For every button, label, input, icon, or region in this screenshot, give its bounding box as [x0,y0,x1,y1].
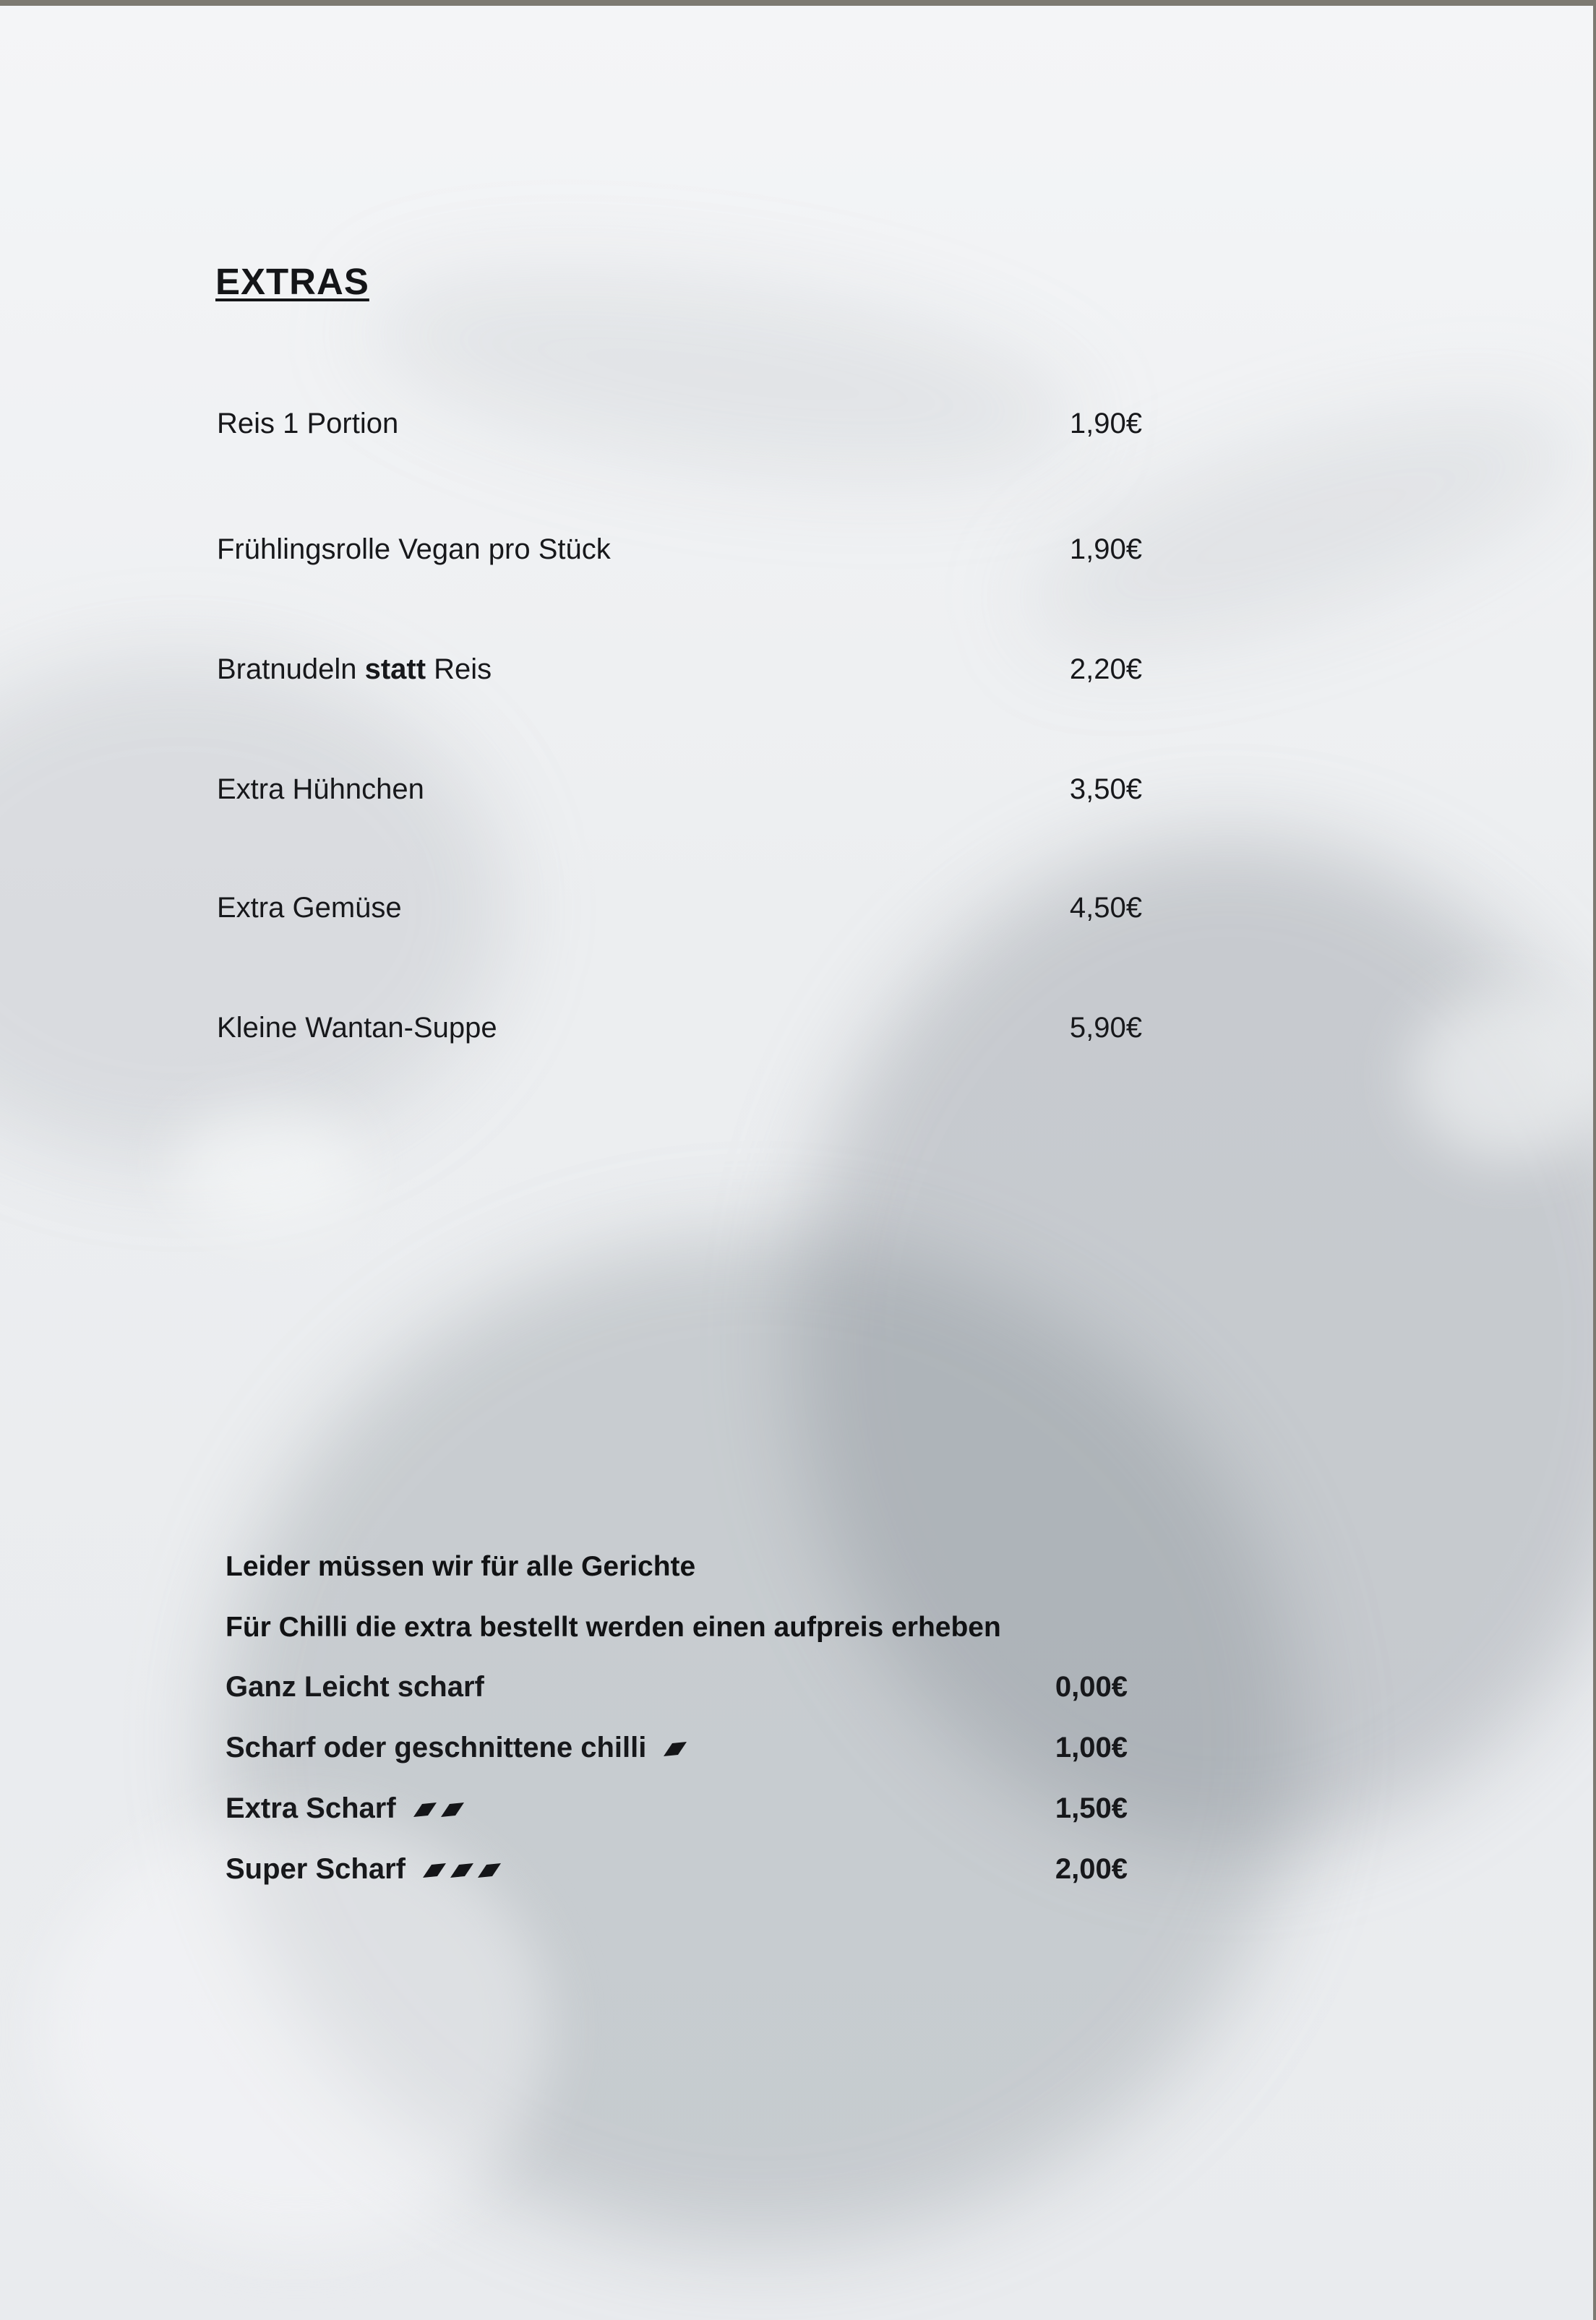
item-price: 3,50€ [1069,773,1142,805]
item-price: 2,20€ [1069,653,1142,685]
spice-level-name [226,1792,467,1825]
item-name: Kleine Wantan-Suppe [217,1012,497,1044]
item-name: Reis 1 Portion [217,408,399,439]
menu-item [217,533,1142,577]
menu-item [217,408,1142,451]
spice-level-row [226,1671,1128,1714]
spice-level-price: 2,00€ [1055,1853,1128,1885]
spice-level-row [226,1732,1128,1775]
spice-level-label: Extra Scharf [226,1792,396,1824]
chilli-icon [412,1801,467,1818]
spice-level-price: 0,00€ [1055,1671,1128,1703]
item-price: 5,90€ [1069,1012,1142,1044]
spice-level-name [226,1853,504,1886]
menu-item [217,653,1142,697]
item-name [217,653,492,686]
item-name-emphasis: statt [364,653,426,685]
item-name: Extra Gemüse [217,892,402,924]
shadow-overlay [352,231,1094,518]
chilli-icon [662,1740,690,1758]
spice-level-row [226,1853,1128,1896]
page-title: EXTRAS [215,261,369,302]
item-price: 1,90€ [1069,408,1142,439]
spice-level-price: 1,00€ [1055,1732,1128,1763]
spice-level-name [226,1732,690,1764]
menu-item [217,773,1142,817]
spice-level-name: Ganz Leicht scharf [226,1671,484,1703]
item-name-part: Bratnudeln [217,653,365,685]
menu-page [0,6,1593,2320]
item-price: 4,50€ [1069,892,1142,924]
spice-note-line: Für Chilli die extra bestellt werden einen aufpreis erheben [226,1612,1001,1643]
item-name-part: Reis [426,653,492,685]
spice-note-line: Leider müssen wir für alle Gerichte [226,1551,696,1582]
spice-level-label: Super Scharf [226,1853,406,1885]
spice-level-row [226,1792,1128,1836]
item-name: Frühlingsrolle Vegan pro Stück [217,533,611,565]
shadow-overlay [999,354,1593,697]
light-spot [173,1104,361,1227]
menu-item [217,892,1142,935]
item-price: 1,90€ [1069,533,1142,565]
spice-level-price: 1,50€ [1055,1792,1128,1824]
chilli-icon [421,1862,504,1879]
item-name: Extra Hühnchen [217,773,424,805]
spice-level-label: Scharf oder geschnittene chilli [226,1732,647,1763]
menu-item [217,1012,1142,1055]
